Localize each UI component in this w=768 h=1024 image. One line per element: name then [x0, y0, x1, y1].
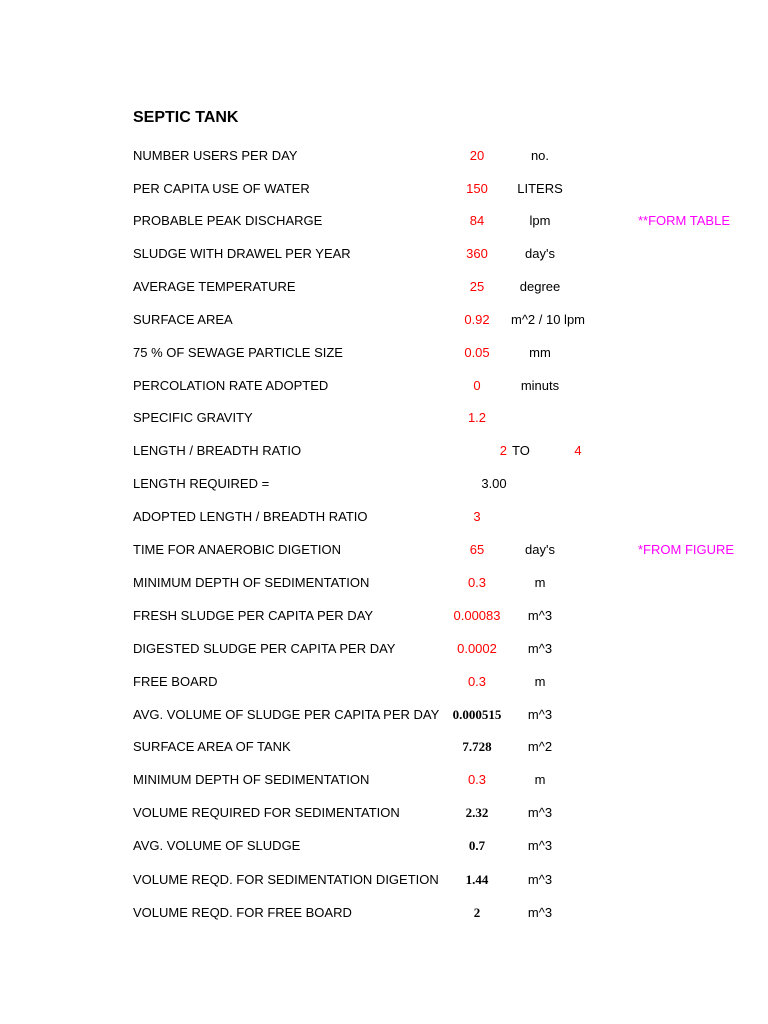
reference-note: **FORM TABLE — [638, 213, 730, 228]
unit-label: lpm — [529, 213, 551, 228]
unit-label: m — [534, 575, 546, 590]
row-label: LENGTH / BREADTH RATIO — [133, 443, 302, 458]
row-free-board — [0, 665, 768, 698]
row-surface-area — [0, 303, 768, 336]
row-number-users — [0, 139, 768, 172]
row-per-capita-water — [0, 172, 768, 205]
row-label: VOLUME REQD. FOR FREE BOARD — [133, 905, 352, 920]
row-percolation-rate — [0, 369, 768, 402]
unit-label: minuts — [520, 378, 560, 393]
row-label: PER CAPITA USE OF WATER — [133, 181, 310, 196]
ratio-max-value: 4 — [574, 443, 582, 458]
row-length-breadth-ratio — [0, 434, 768, 467]
input-value: 0 — [473, 378, 481, 393]
row-label: AVG. VOLUME OF SLUDGE PER CAPITA PER DAY — [133, 707, 440, 722]
row-tank-surface-area — [0, 730, 768, 763]
row-avg-volume-sludge — [0, 829, 768, 862]
row-volume-sedimentation — [0, 796, 768, 829]
unit-label: m^3 — [527, 707, 553, 722]
unit-label: day's — [525, 542, 555, 557]
row-min-depth-sedimentation-2 — [0, 763, 768, 796]
row-label: SURFACE AREA — [133, 312, 233, 327]
input-value: 84 — [469, 213, 485, 228]
unit-label: m^3 — [527, 805, 553, 820]
row-label: ADOPTED LENGTH / BREADTH RATIO — [133, 509, 368, 524]
row-label: DIGESTED SLUDGE PER CAPITA PER DAY — [133, 641, 396, 656]
row-label: VOLUME REQUIRED FOR SEDIMENTATION — [133, 805, 400, 820]
row-fresh-sludge — [0, 599, 768, 632]
unit-label: no. — [530, 148, 550, 163]
computed-value: 1.44 — [465, 872, 489, 887]
input-value: 0.3 — [467, 674, 487, 689]
row-label: PERCOLATION RATE ADOPTED — [133, 378, 329, 393]
input-value: 65 — [469, 542, 485, 557]
row-label: SLUDGE WITH DRAWEL PER YEAR — [133, 246, 351, 261]
computed-value: 0.7 — [468, 838, 486, 853]
row-length-required — [0, 467, 768, 500]
unit-label: m^3 — [527, 608, 553, 623]
input-value: 0.00083 — [453, 608, 501, 623]
row-label: 75 % OF SEWAGE PARTICLE SIZE — [133, 345, 343, 360]
row-volume-sedimentation-digestion — [0, 863, 768, 896]
row-label: AVERAGE TEMPERATURE — [133, 279, 296, 294]
computed-value: 3.00 — [481, 476, 507, 491]
row-sludge-withdrawal — [0, 237, 768, 270]
ratio-separator: TO — [512, 443, 530, 458]
unit-label: degree — [519, 279, 561, 294]
unit-label: m^3 — [527, 641, 553, 656]
row-label: AVG. VOLUME OF SLUDGE — [133, 838, 301, 853]
input-value: 0.05 — [464, 345, 490, 360]
row-label: MINIMUM DEPTH OF SEDIMENTATION — [133, 772, 370, 787]
row-label: MINIMUM DEPTH OF SEDIMENTATION — [133, 575, 370, 590]
unit-label: LITERS — [517, 181, 563, 196]
computed-value: 7.728 — [462, 739, 492, 754]
unit-label: m — [534, 772, 546, 787]
input-value: 150 — [466, 181, 488, 196]
row-label: PROBABLE PEAK DISCHARGE — [133, 213, 323, 228]
row-label: SPECIFIC GRAVITY — [133, 410, 253, 425]
input-value: 360 — [466, 246, 488, 261]
unit-label: mm — [529, 345, 551, 360]
unit-label: m^3 — [527, 838, 553, 853]
unit-label: m^3 — [527, 905, 553, 920]
input-value: 25 — [469, 279, 485, 294]
row-label: SURFACE AREA OF TANK — [133, 739, 291, 754]
unit-label: day's — [525, 246, 555, 261]
unit-label: m^2 / 10 lpm — [510, 312, 585, 327]
row-min-depth-sedimentation — [0, 566, 768, 599]
row-avg-sludge-per-capita — [0, 698, 768, 731]
unit-label: m^2 — [527, 739, 553, 754]
computed-value: 2.32 — [465, 805, 489, 820]
reference-note: *FROM FIGURE — [638, 542, 735, 557]
input-value: 0.92 — [464, 312, 490, 327]
input-value: 0.3 — [467, 772, 487, 787]
row-average-temperature — [0, 270, 768, 303]
row-label: VOLUME REQD. FOR SEDIMENTATION DIGETION — [133, 872, 439, 887]
row-label: FRESH SLUDGE PER CAPITA PER DAY — [133, 608, 374, 623]
row-label: FREE BOARD — [133, 674, 218, 689]
input-value: 0.0002 — [457, 641, 497, 656]
sheet-title: SEPTIC TANK — [133, 109, 239, 126]
computed-value: 2 — [473, 905, 481, 920]
input-value: 3 — [473, 509, 481, 524]
row-anaerobic-digestion-time — [0, 533, 768, 566]
input-value: 20 — [469, 148, 485, 163]
row-specific-gravity — [0, 401, 768, 434]
row-label: TIME FOR ANAEROBIC DIGETION — [133, 542, 342, 557]
row-label: LENGTH REQUIRED = — [133, 476, 270, 491]
row-peak-discharge — [0, 204, 768, 237]
unit-label: m^3 — [527, 872, 553, 887]
ratio-min-value: 2 — [499, 443, 507, 458]
row-particle-size — [0, 336, 768, 369]
unit-label: m — [534, 674, 546, 689]
row-volume-free-board — [0, 896, 768, 929]
row-label: NUMBER USERS PER DAY — [133, 148, 298, 163]
input-value: 1.2 — [467, 410, 487, 425]
row-digested-sludge — [0, 632, 768, 665]
row-adopted-ratio — [0, 500, 768, 533]
input-value: 0.3 — [467, 575, 487, 590]
computed-value: 0.000515 — [452, 707, 502, 722]
